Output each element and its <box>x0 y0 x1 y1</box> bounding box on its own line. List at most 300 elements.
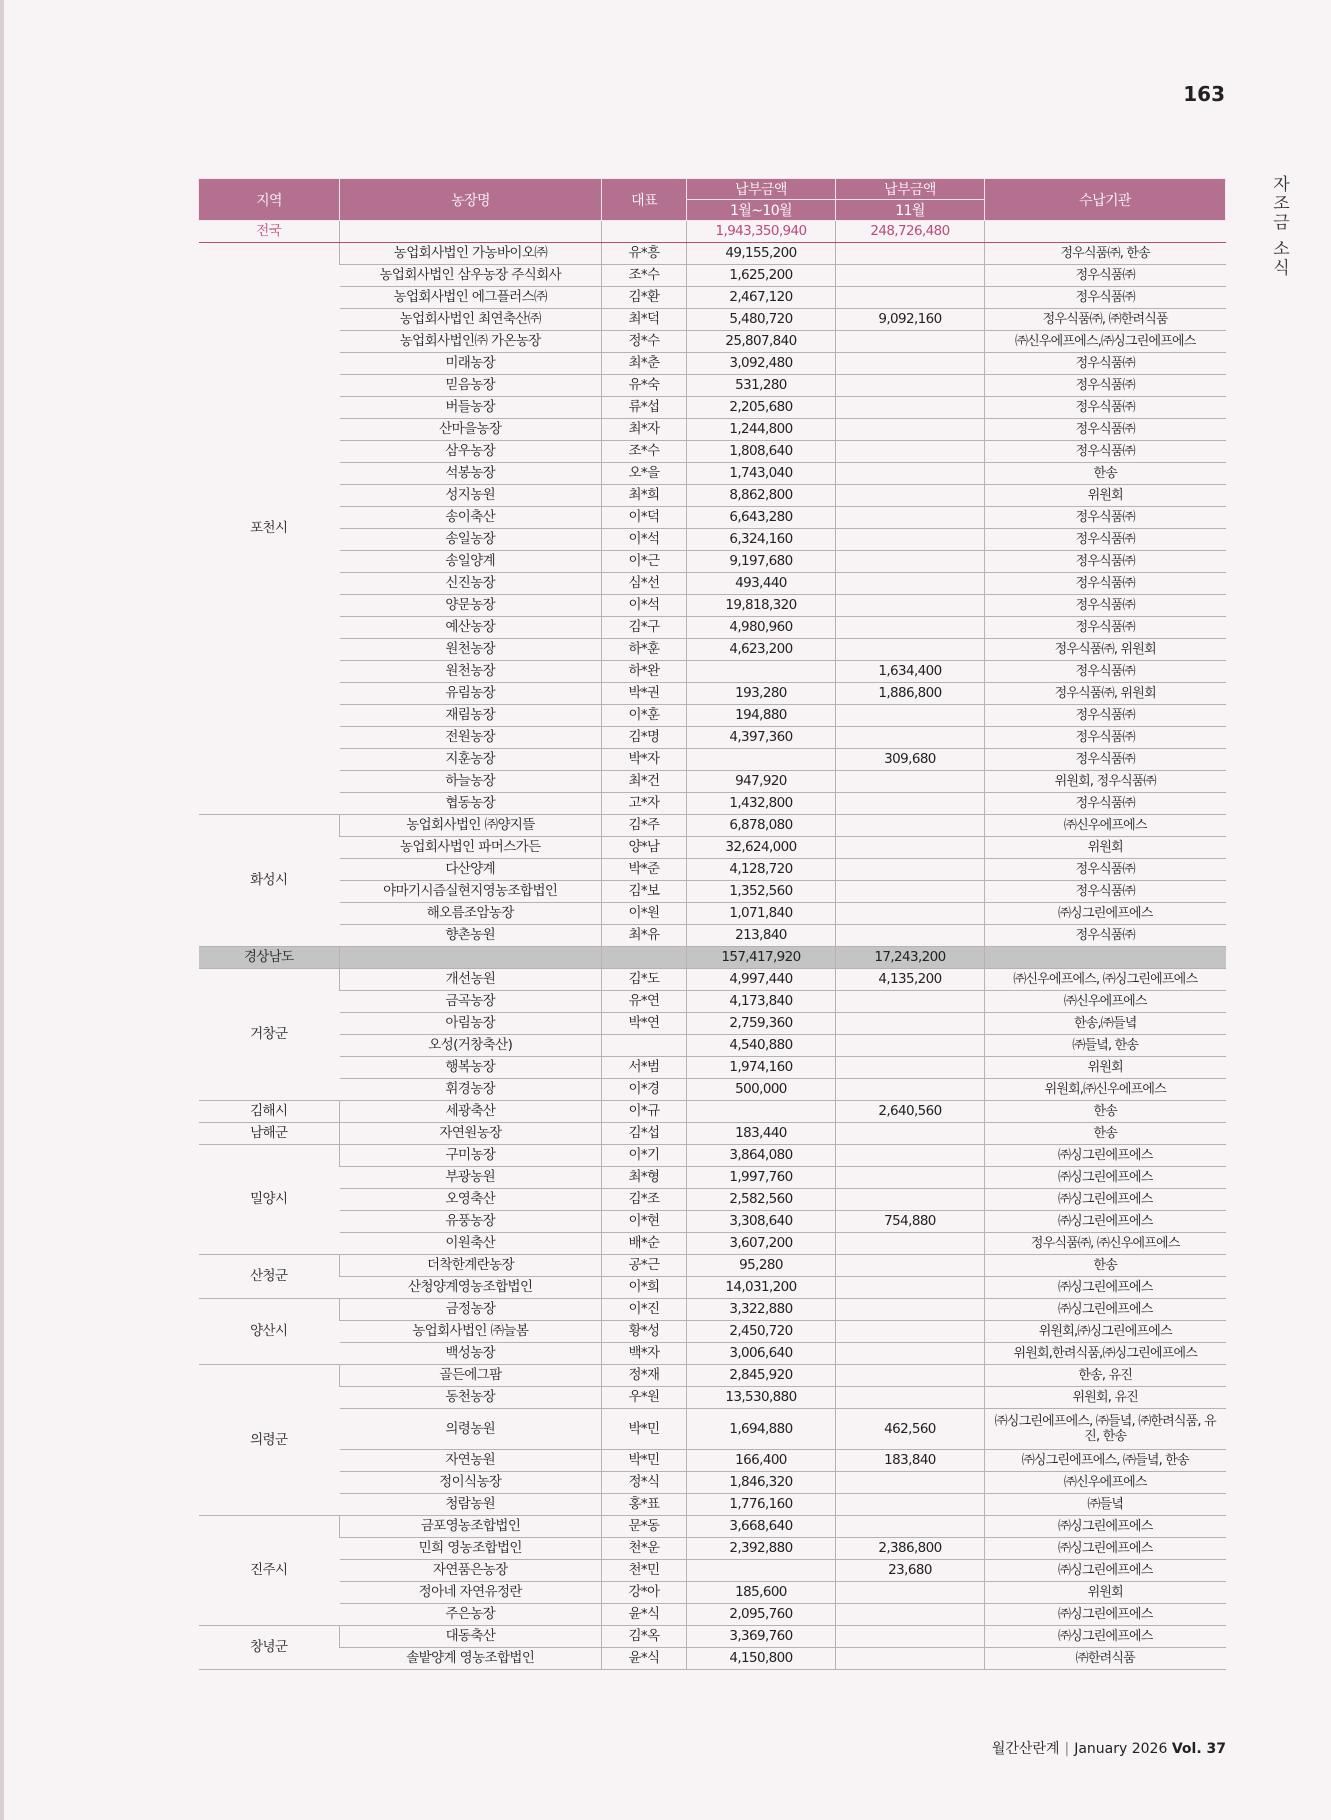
farm-cell: 송이축산 <box>340 507 602 529</box>
rep-cell: 류*섭 <box>602 397 687 419</box>
farm-cell: 산청양계영농조합법인 <box>340 1277 602 1299</box>
amount-nov-cell <box>836 881 985 903</box>
rep-cell: 김*명 <box>602 727 687 749</box>
amount-jan-oct-cell: 194,880 <box>687 705 836 727</box>
institution-cell: ㈜신우에프에스, ㈜싱그린에프에스 <box>985 969 1226 991</box>
institution-cell: 위원회 <box>985 837 1226 859</box>
amount-nov-cell <box>836 331 985 353</box>
rep-cell: 조*수 <box>602 265 687 287</box>
institution-cell: ㈜싱그린에프에스, ㈜들녘, ㈜한려식품, 유진, 한송 <box>985 1409 1226 1450</box>
table-row <box>199 705 1226 727</box>
amount-jan-oct-cell: 157,417,920 <box>687 947 836 969</box>
farm-cell: 세광축산 <box>340 1101 602 1123</box>
amount-jan-oct-cell: 4,397,360 <box>687 727 836 749</box>
table-row <box>199 1472 1226 1494</box>
rep-cell: 이*훈 <box>602 705 687 727</box>
institution-cell: 정우식품㈜ <box>985 419 1226 441</box>
table-row <box>199 419 1226 441</box>
rep-cell: 김*옥 <box>602 1626 687 1648</box>
header-amount-b: 납부금액 <box>836 179 985 200</box>
rep-cell: 이*기 <box>602 1145 687 1167</box>
amount-nov-cell <box>836 375 985 397</box>
rep-cell <box>602 1035 687 1057</box>
amount-nov-cell: 183,840 <box>836 1450 985 1472</box>
institution-cell: 정우식품㈜ <box>985 705 1226 727</box>
rep-cell: 김*보 <box>602 881 687 903</box>
farm-cell: 정이식농장 <box>340 1472 602 1494</box>
rep-cell: 이*규 <box>602 1101 687 1123</box>
amount-jan-oct-cell: 3,006,640 <box>687 1343 836 1365</box>
table-row <box>199 1409 1226 1450</box>
amount-jan-oct-cell: 1,352,560 <box>687 881 836 903</box>
institution-cell: ㈜싱그린에프에스 <box>985 1145 1226 1167</box>
institution-cell: 정우식품㈜, ㈜한려식품 <box>985 309 1226 331</box>
institution-cell: 정우식품㈜ <box>985 617 1226 639</box>
amount-jan-oct-cell <box>687 1560 836 1582</box>
amount-nov-cell: 23,680 <box>836 1560 985 1582</box>
rep-cell: 김*조 <box>602 1189 687 1211</box>
table-row <box>199 771 1226 793</box>
header-amount-a-period: 1월~10월 <box>687 200 836 221</box>
farm-cell: 부광농원 <box>340 1167 602 1189</box>
amount-nov-cell <box>836 507 985 529</box>
amount-jan-oct-cell: 3,322,880 <box>687 1299 836 1321</box>
table-row <box>199 837 1226 859</box>
amount-nov-cell <box>836 859 985 881</box>
amount-jan-oct-cell: 1,432,800 <box>687 793 836 815</box>
farm-cell: 오성(거창축산) <box>340 1035 602 1057</box>
amount-jan-oct-cell: 4,150,800 <box>687 1648 836 1670</box>
region-cell: 양산시 <box>199 1299 340 1365</box>
institution-cell: 위원회, 정우식품㈜ <box>985 771 1226 793</box>
rep-cell: 박*자 <box>602 749 687 771</box>
amount-jan-oct-cell: 4,540,880 <box>687 1035 836 1057</box>
table-row <box>199 903 1226 925</box>
institution-cell: 정우식품㈜ <box>985 925 1226 947</box>
farm-cell: 송일농장 <box>340 529 602 551</box>
rep-cell: 최*자 <box>602 419 687 441</box>
amount-nov-cell: 462,560 <box>836 1409 985 1450</box>
institution-cell <box>985 947 1226 969</box>
farm-cell: 행복농장 <box>340 1057 602 1079</box>
farm-cell: 송일양계 <box>340 551 602 573</box>
institution-cell: ㈜싱그린에프에스 <box>985 1604 1226 1626</box>
amount-jan-oct-cell: 166,400 <box>687 1450 836 1472</box>
table-row <box>199 1321 1226 1343</box>
table-row <box>199 1145 1226 1167</box>
amount-jan-oct-cell: 1,846,320 <box>687 1472 836 1494</box>
rep-cell: 이*원 <box>602 903 687 925</box>
table-row <box>199 1516 1226 1538</box>
amount-nov-cell <box>836 265 985 287</box>
institution-cell: 위원회 <box>985 485 1226 507</box>
rep-cell: 조*수 <box>602 441 687 463</box>
farm-cell: 아림농장 <box>340 1013 602 1035</box>
institution-cell: 한송 <box>985 463 1226 485</box>
farm-cell: 솔밭양계 영농조합법인 <box>340 1648 602 1670</box>
amount-nov-cell: 4,135,200 <box>836 969 985 991</box>
table-row <box>199 1343 1226 1365</box>
farm-cell: 금곡농장 <box>340 991 602 1013</box>
institution-cell: 위원회,㈜싱그린에프에스 <box>985 1321 1226 1343</box>
header-farm: 농장명 <box>340 179 602 221</box>
table-row <box>199 1035 1226 1057</box>
amount-jan-oct-cell: 2,392,880 <box>687 1538 836 1560</box>
amount-jan-oct-cell: 4,980,960 <box>687 617 836 639</box>
farm-cell: 청람농원 <box>340 1494 602 1516</box>
rep-cell: 양*남 <box>602 837 687 859</box>
amount-jan-oct-cell: 531,280 <box>687 375 836 397</box>
rep-cell: 이*석 <box>602 595 687 617</box>
farm-cell: 버들농장 <box>340 397 602 419</box>
amount-nov-cell <box>836 595 985 617</box>
amount-jan-oct-cell: 4,173,840 <box>687 991 836 1013</box>
institution-cell: ㈜싱그린에프에스 <box>985 1167 1226 1189</box>
amount-jan-oct-cell: 2,845,920 <box>687 1365 836 1387</box>
amount-nov-cell <box>836 1255 985 1277</box>
rep-cell: 이*현 <box>602 1211 687 1233</box>
institution-cell: 정우식품㈜, 위원회 <box>985 639 1226 661</box>
institution-cell: 정우식품㈜ <box>985 595 1226 617</box>
institution-cell: ㈜한려식품 <box>985 1648 1226 1670</box>
amount-jan-oct-cell: 2,205,680 <box>687 397 836 419</box>
amount-jan-oct-cell: 1,808,640 <box>687 441 836 463</box>
national-total-row <box>199 221 1226 243</box>
farm-cell: 예산농장 <box>340 617 602 639</box>
table-row <box>199 1079 1226 1101</box>
amount-nov-cell <box>836 1472 985 1494</box>
amount-nov-cell <box>836 1013 985 1035</box>
amount-jan-oct-cell: 1,625,200 <box>687 265 836 287</box>
amount-jan-oct-cell: 500,000 <box>687 1079 836 1101</box>
farm-cell: 원천농장 <box>340 661 602 683</box>
table-row <box>199 727 1226 749</box>
table-row <box>199 595 1226 617</box>
farm-cell: 자연농원 <box>340 1450 602 1472</box>
rep-cell: 최*유 <box>602 925 687 947</box>
rep-cell: 김*환 <box>602 287 687 309</box>
rep-cell: 황*성 <box>602 1321 687 1343</box>
farm-cell: 정아네 자연유정란 <box>340 1582 602 1604</box>
amount-jan-oct-cell: 49,155,200 <box>687 243 836 265</box>
farm-cell: 구미농장 <box>340 1145 602 1167</box>
table-row <box>199 397 1226 419</box>
institution-cell: 정우식품㈜ <box>985 573 1226 595</box>
farm-cell: 유림농장 <box>340 683 602 705</box>
farm-cell: 산마을농장 <box>340 419 602 441</box>
farm-cell: 성지농원 <box>340 485 602 507</box>
amount-jan-oct-cell: 1,071,840 <box>687 903 836 925</box>
institution-cell: 위원회,㈜신우에프에스 <box>985 1079 1226 1101</box>
institution-cell: 정우식품㈜ <box>985 727 1226 749</box>
farm-cell: 민희 영농조합법인 <box>340 1538 602 1560</box>
amount-jan-oct-cell: 8,862,800 <box>687 485 836 507</box>
amount-jan-oct-cell: 3,092,480 <box>687 353 836 375</box>
institution-cell: 정우식품㈜, ㈜신우에프에스 <box>985 1233 1226 1255</box>
rep-cell: 최*건 <box>602 771 687 793</box>
institution-cell: 한송 <box>985 1101 1226 1123</box>
institution-cell: ㈜싱그린에프에스 <box>985 1516 1226 1538</box>
amount-nov-cell: 309,680 <box>836 749 985 771</box>
farm-cell: 삼우농장 <box>340 441 602 463</box>
amount-nov-cell <box>836 551 985 573</box>
table-row <box>199 309 1226 331</box>
amount-nov-cell <box>836 441 985 463</box>
amount-jan-oct-cell: 4,997,440 <box>687 969 836 991</box>
table-row <box>199 441 1226 463</box>
amount-jan-oct-cell: 5,480,720 <box>687 309 836 331</box>
institution-cell: 한송, 유진 <box>985 1365 1226 1387</box>
amount-nov-cell: 1,634,400 <box>836 661 985 683</box>
region-cell: 김해시 <box>199 1101 340 1123</box>
institution-cell: 한송 <box>985 1123 1226 1145</box>
table-row <box>199 749 1226 771</box>
institution-cell: 정우식품㈜ <box>985 749 1226 771</box>
region-cell: 밀양시 <box>199 1145 340 1255</box>
farm-cell: 원천농장 <box>340 639 602 661</box>
region-cell: 의령군 <box>199 1365 340 1516</box>
amount-nov-cell <box>836 1494 985 1516</box>
table-row <box>199 969 1226 991</box>
amount-nov-cell <box>836 1365 985 1387</box>
table-row <box>199 551 1226 573</box>
rep-cell: 윤*식 <box>602 1648 687 1670</box>
rep-cell: 박*연 <box>602 1013 687 1035</box>
table-row <box>199 859 1226 881</box>
farm-cell: 백성농장 <box>340 1343 602 1365</box>
farm-cell: 농업회사법인㈜ 가온농장 <box>340 331 602 353</box>
farm-cell: 전원농장 <box>340 727 602 749</box>
amount-jan-oct-cell: 3,607,200 <box>687 1233 836 1255</box>
table-row <box>199 287 1226 309</box>
rep-cell: 이*진 <box>602 1299 687 1321</box>
farm-cell: 양문농장 <box>340 595 602 617</box>
table-row <box>199 925 1226 947</box>
table-row <box>199 1013 1226 1035</box>
amount-nov-cell: 17,243,200 <box>836 947 985 969</box>
rep-cell: 오*을 <box>602 463 687 485</box>
amount-nov-cell <box>836 1321 985 1343</box>
rep-cell <box>602 947 687 969</box>
amount-nov-cell <box>836 1516 985 1538</box>
rep-cell: 유*숙 <box>602 375 687 397</box>
farm-cell: 믿음농장 <box>340 375 602 397</box>
table-row <box>199 1101 1226 1123</box>
farm-cell: 협동농장 <box>340 793 602 815</box>
farm-cell: 지훈농장 <box>340 749 602 771</box>
amount-jan-oct-cell: 1,743,040 <box>687 463 836 485</box>
rep-cell: 문*동 <box>602 1516 687 1538</box>
rep-cell: 이*덕 <box>602 507 687 529</box>
rep-cell: 강*아 <box>602 1582 687 1604</box>
table-row <box>199 661 1226 683</box>
farm-cell: 농업회사법인 ㈜양지뜰 <box>340 815 602 837</box>
amount-nov-cell <box>836 1167 985 1189</box>
table-row <box>199 1123 1226 1145</box>
farm-cell <box>340 221 602 243</box>
institution-cell: ㈜들녘, 한송 <box>985 1035 1226 1057</box>
table-row <box>199 881 1226 903</box>
rep-cell: 정*식 <box>602 1472 687 1494</box>
header-region: 지역 <box>199 179 340 221</box>
institution-cell: ㈜싱그린에프에스, ㈜들녘, 한송 <box>985 1450 1226 1472</box>
amount-nov-cell: 1,886,800 <box>836 683 985 705</box>
farm-cell: 농업회사법인 ㈜늘봄 <box>340 1321 602 1343</box>
amount-nov-cell <box>836 705 985 727</box>
amount-jan-oct-cell: 14,031,200 <box>687 1277 836 1299</box>
amount-jan-oct-cell: 1,694,880 <box>687 1409 836 1450</box>
amount-nov-cell <box>836 815 985 837</box>
table-row <box>199 1626 1226 1648</box>
rep-cell: 하*완 <box>602 661 687 683</box>
table-row <box>199 1560 1226 1582</box>
amount-jan-oct-cell: 947,920 <box>687 771 836 793</box>
amount-nov-cell <box>836 991 985 1013</box>
farm-cell: 미래농장 <box>340 353 602 375</box>
rep-cell: 백*자 <box>602 1343 687 1365</box>
farm-cell: 재림농장 <box>340 705 602 727</box>
table-row <box>199 1233 1226 1255</box>
institution-cell: 정우식품㈜, 위원회 <box>985 683 1226 705</box>
amount-jan-oct-cell: 9,197,680 <box>687 551 836 573</box>
page-number: 163 <box>1183 82 1225 106</box>
amount-nov-cell: 248,726,480 <box>836 221 985 243</box>
amount-nov-cell <box>836 1233 985 1255</box>
institution-cell: 위원회 <box>985 1057 1226 1079</box>
amount-jan-oct-cell <box>687 1101 836 1123</box>
table-row <box>199 793 1226 815</box>
amount-nov-cell <box>836 463 985 485</box>
table-row <box>199 1167 1226 1189</box>
amount-jan-oct-cell: 1,943,350,940 <box>687 221 836 243</box>
farm-cell: 이원축산 <box>340 1233 602 1255</box>
amount-nov-cell <box>836 1387 985 1409</box>
farm-cell: 대동축산 <box>340 1626 602 1648</box>
rep-cell: 배*순 <box>602 1233 687 1255</box>
amount-nov-cell <box>836 1079 985 1101</box>
institution-cell: ㈜싱그린에프에스 <box>985 1538 1226 1560</box>
amount-jan-oct-cell: 4,128,720 <box>687 859 836 881</box>
institution-cell: 정우식품㈜ <box>985 529 1226 551</box>
amount-nov-cell <box>836 1057 985 1079</box>
institution-cell <box>985 221 1226 243</box>
amount-jan-oct-cell: 3,369,760 <box>687 1626 836 1648</box>
rep-cell: 우*원 <box>602 1387 687 1409</box>
amount-nov-cell <box>836 1582 985 1604</box>
institution-cell: ㈜싱그린에프에스 <box>985 1211 1226 1233</box>
farm-cell: 더착한계란농장 <box>340 1255 602 1277</box>
institution-cell: ㈜신우에프에스 <box>985 991 1226 1013</box>
table-header <box>199 179 1226 221</box>
amount-nov-cell: 2,386,800 <box>836 1538 985 1560</box>
table-row <box>199 1538 1226 1560</box>
farm-cell: 석봉농장 <box>340 463 602 485</box>
table-row <box>199 683 1226 705</box>
amount-jan-oct-cell: 2,582,560 <box>687 1189 836 1211</box>
farm-cell: 농업회사법인 파머스가든 <box>340 837 602 859</box>
region-cell: 경상남도 <box>199 947 340 969</box>
amount-nov-cell <box>836 617 985 639</box>
amount-nov-cell <box>836 1604 985 1626</box>
table-row <box>199 1582 1226 1604</box>
amount-jan-oct-cell: 13,530,880 <box>687 1387 836 1409</box>
amount-jan-oct-cell: 183,440 <box>687 1123 836 1145</box>
institution-cell: 위원회,한려식품,㈜싱그린에프에스 <box>985 1343 1226 1365</box>
institution-cell: 정우식품㈜ <box>985 551 1226 573</box>
header-amount-b-period: 11월 <box>836 200 985 221</box>
table-row <box>199 1450 1226 1472</box>
amount-jan-oct-cell: 2,759,360 <box>687 1013 836 1035</box>
farm-cell: 동천농장 <box>340 1387 602 1409</box>
rep-cell: 유*연 <box>602 991 687 1013</box>
amount-jan-oct-cell: 2,467,120 <box>687 287 836 309</box>
amount-jan-oct-cell: 6,643,280 <box>687 507 836 529</box>
table-row <box>199 1211 1226 1233</box>
region-cell: 전국 <box>199 221 340 243</box>
farm-cell: 의령농원 <box>340 1409 602 1450</box>
rep-cell: 하*훈 <box>602 639 687 661</box>
institution-cell: ㈜싱그린에프에스 <box>985 1626 1226 1648</box>
institution-cell: 한송 <box>985 1255 1226 1277</box>
amount-jan-oct-cell: 6,324,160 <box>687 529 836 551</box>
table-row <box>199 1365 1226 1387</box>
rep-cell: 심*선 <box>602 573 687 595</box>
footer-separator: | <box>1064 1741 1070 1757</box>
amount-jan-oct-cell: 2,450,720 <box>687 1321 836 1343</box>
rep-cell: 박*권 <box>602 683 687 705</box>
institution-cell: ㈜싱그린에프에스 <box>985 903 1226 925</box>
institution-cell: 정우식품㈜ <box>985 859 1226 881</box>
table-row <box>199 375 1226 397</box>
rep-cell: 박*민 <box>602 1409 687 1450</box>
rep-cell: 정*수 <box>602 331 687 353</box>
footer-volume: Vol. 37 <box>1171 1741 1226 1757</box>
table-row <box>199 507 1226 529</box>
rep-cell: 최*형 <box>602 1167 687 1189</box>
institution-cell: ㈜신우에프에스,㈜싱그린에프에스 <box>985 331 1226 353</box>
farm-cell: 신진농장 <box>340 573 602 595</box>
table-row <box>199 1494 1226 1516</box>
rep-cell: 이*석 <box>602 529 687 551</box>
region-cell: 창녕군 <box>199 1626 340 1670</box>
footer-magazine: 월간산란계 <box>991 1741 1060 1757</box>
amount-nov-cell: 9,092,160 <box>836 309 985 331</box>
institution-cell: 한송,㈜들녘 <box>985 1013 1226 1035</box>
table-row <box>199 815 1226 837</box>
rep-cell: 최*춘 <box>602 353 687 375</box>
institution-cell: ㈜신우에프에스 <box>985 815 1226 837</box>
amount-nov-cell <box>836 903 985 925</box>
farm-cell: 자연품은농장 <box>340 1560 602 1582</box>
amount-nov-cell <box>836 529 985 551</box>
amount-nov-cell <box>836 793 985 815</box>
rep-cell: 김*구 <box>602 617 687 639</box>
table-row <box>199 1255 1226 1277</box>
amount-jan-oct-cell: 1,776,160 <box>687 1494 836 1516</box>
amount-nov-cell <box>836 727 985 749</box>
rep-cell: 유*흥 <box>602 243 687 265</box>
rep-cell: 천*운 <box>602 1538 687 1560</box>
farm-cell: 자연원농장 <box>340 1123 602 1145</box>
amount-jan-oct-cell: 185,600 <box>687 1582 836 1604</box>
table-row <box>199 1057 1226 1079</box>
amount-jan-oct-cell: 213,840 <box>687 925 836 947</box>
institution-cell: ㈜신우에프에스 <box>985 1472 1226 1494</box>
farm-cell: 다산양계 <box>340 859 602 881</box>
rep-cell: 서*범 <box>602 1057 687 1079</box>
institution-cell: 정우식품㈜ <box>985 287 1226 309</box>
farm-cell: 개선농원 <box>340 969 602 991</box>
